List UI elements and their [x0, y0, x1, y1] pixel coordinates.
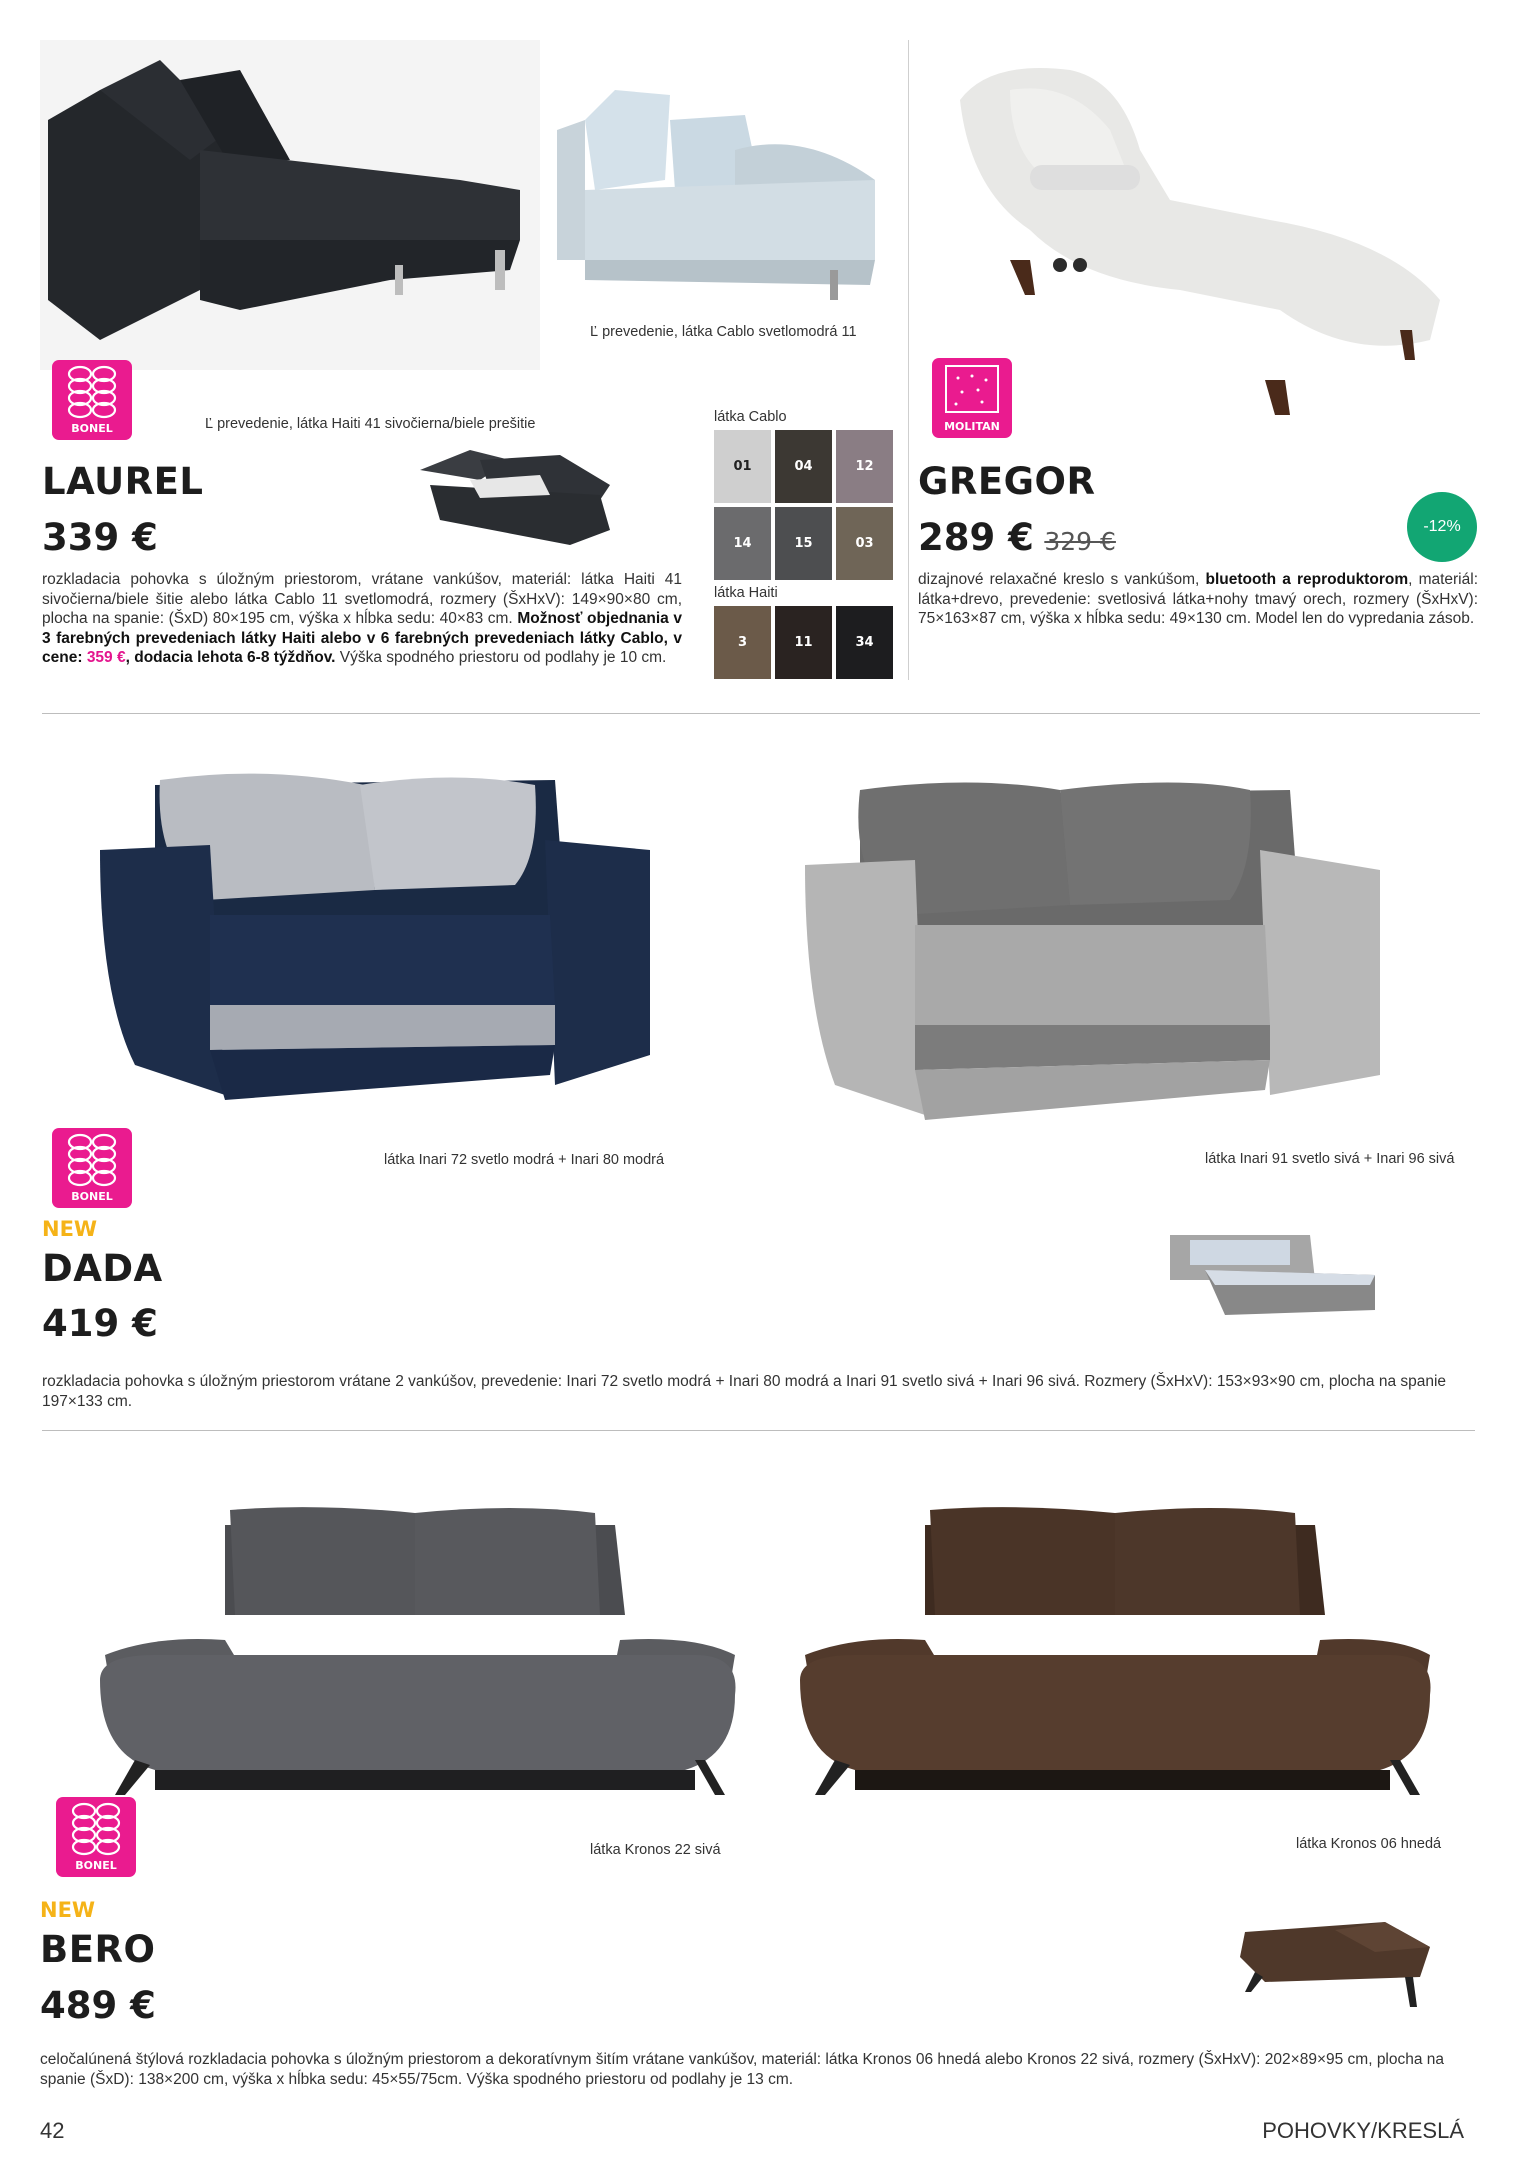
foam-icon: [932, 358, 1012, 420]
laurel-desc-pink-price: 359 €: [86, 649, 126, 666]
dada-caption-left: látka Inari 72 svetlo modrá + Inari 80 modrá: [384, 1152, 665, 1168]
laurel-dark-sofa-image: [40, 40, 540, 370]
laurel-light-sofa-image: [555, 70, 880, 310]
badge-label: BONEL: [75, 1859, 117, 1872]
dada-price: 419 €: [42, 1302, 158, 1345]
fabric-swatch: 34: [836, 606, 893, 679]
haiti-swatch-grid: [714, 606, 899, 681]
gregor-chaise-image: [950, 60, 1450, 425]
section-name: POHOVKY/KRESLÁ: [1262, 2118, 1464, 2143]
dada-bed-image: [1165, 1230, 1380, 1320]
cablo-swatch-grid: [714, 430, 899, 580]
haiti-swatch-label: látka Haiti: [714, 585, 778, 601]
laurel-bonel-badge: [52, 360, 132, 440]
fabric-swatch: 03: [836, 507, 893, 580]
bero-caption-left: látka Kronos 22 sivá: [590, 1842, 721, 1858]
dada-blue-sofa-image: [95, 765, 670, 1120]
spring-icon: [56, 1797, 136, 1859]
laurel-light-caption: Ľ prevedenie, látka Cablo svetlomodrá 11: [590, 324, 857, 340]
page-number: 42: [40, 2118, 65, 2143]
fabric-swatch: 15: [775, 507, 832, 580]
bero-title: BERO: [40, 1928, 156, 1971]
dada-title: DADA: [42, 1247, 163, 1290]
gregor-molitan-badge: [932, 358, 1012, 438]
section-divider: [42, 713, 1480, 714]
dada-description: rozkladacia pohovka s úložným priestorom vrátane 2 vankúšov, prevedenie: Inari 72 svetlo modrá + Inari 80 modrá a Inari 91 svetlo sivá + Inari 96 sivá. Rozmery (ŠxHxV): 153×93×90 cm, plocha na spanie 197×133 cm.: [42, 1373, 1447, 1410]
bero-grey-sofa-image: [95, 1505, 740, 1805]
laurel-desc-bold: Možnosť objednania v 3 farebných prevedeniach látky Haiti alebo v 6 farebných prevedeniach látky Cablo, v cene:: [42, 610, 682, 666]
section-divider: [42, 1430, 1475, 1431]
spring-icon: [52, 360, 132, 422]
laurel-desc-text: rozkladacia pohovka s úložným priestorom, vrátane vankúšov, materiál: látka Haiti 41 sivočierna/biele šitie alebo látka Cablo 11 svetlomodrá, rozmery (ŠxHxV): 149×90×80 cm, plocha na spanie: (ŠxD) 80×195 cm, výška x hĺbka sedu: 40×83 cm.: [42, 571, 682, 627]
laurel-title: LAUREL: [42, 460, 204, 503]
gregor-description: [918, 570, 1478, 629]
fabric-swatch: 11: [775, 606, 832, 679]
gregor-price: 289 €: [918, 516, 1034, 559]
laurel-desc-text-2: Výška spodného priestoru od podlahy je 10 cm.: [339, 649, 667, 666]
bero-new-tag: NEW: [40, 1898, 96, 1922]
dada-grey-sofa-image: [800, 775, 1385, 1135]
fabric-swatch: 04: [775, 430, 832, 503]
laurel-bed-image: [410, 440, 615, 550]
badge-label: BONEL: [71, 1190, 113, 1203]
gregor-desc-text: dizajnové relaxačné kreslo s vankúšom,: [918, 571, 1200, 588]
bero-description: celočalúnená štýlová rozkladacia pohovka s úložným priestorom a dekoratívnym šitím vrátane vankúšov, materiál: látka Kronos 06 hnedá alebo Kronos 22 sivá, rozmery (ŠxHxV): 202×89×95 cm, plocha na spanie (ŠxD): 138×200 cm, výška x hĺbka sedu: 45×55/75cm. Výška spodného priestoru od podlahy je 13 cm.: [40, 2051, 1445, 2088]
cablo-swatch-label: látka Cablo: [714, 409, 787, 425]
gregor-desc-bold: bluetooth a reproduktorom: [1205, 571, 1409, 588]
badge-label: BONEL: [71, 422, 113, 435]
gregor-title: GREGOR: [918, 460, 1096, 503]
dada-caption-right: látka Inari 91 svetlo sivá + Inari 96 sivá: [1205, 1151, 1455, 1167]
dada-new-tag: NEW: [42, 1217, 98, 1241]
badge-label: MOLITAN: [944, 420, 1000, 433]
spring-icon: [52, 1128, 132, 1190]
gregor-old-price: 329 €: [1044, 527, 1116, 556]
laurel-desc-bold-2: , dodacia lehota 6-8 týždňov.: [125, 649, 336, 666]
laurel-dark-caption: Ľ prevedenie, látka Haiti 41 sivočierna/biele prešitie: [205, 416, 536, 432]
laurel-description: [42, 570, 682, 668]
fabric-swatch: 01: [714, 430, 771, 503]
vertical-divider: [908, 40, 909, 680]
gregor-price-row: [918, 516, 1116, 559]
gregor-desc-text-2: , materiál: látka+drevo, prevedenie: svetlosivá látka+nohy tmavý orech, rozmery (ŠxHxV): 75×163×87 cm, výška x hĺbka sedu: 49×130 cm. Model len do vypredania zásob.: [918, 571, 1478, 627]
fabric-swatch: 12: [836, 430, 893, 503]
bero-caption-right: látka Kronos 06 hnedá: [1296, 1836, 1442, 1852]
fabric-swatch: 14: [714, 507, 771, 580]
laurel-price: 339 €: [42, 516, 158, 559]
bero-price: 489 €: [40, 1984, 156, 2027]
bero-bed-image: [1235, 1912, 1435, 2012]
bero-brown-sofa-image: [795, 1505, 1435, 1805]
gregor-discount-badge: -12%: [1407, 492, 1477, 562]
dada-bonel-badge: [52, 1128, 132, 1208]
bero-bonel-badge: [56, 1797, 136, 1877]
fabric-swatch: 3: [714, 606, 771, 679]
